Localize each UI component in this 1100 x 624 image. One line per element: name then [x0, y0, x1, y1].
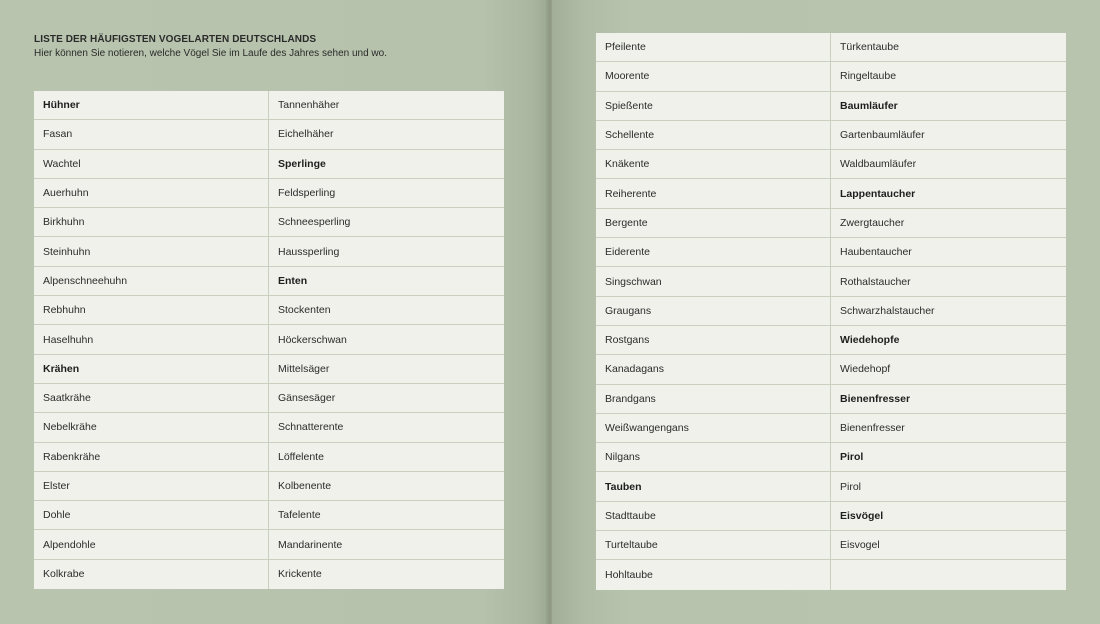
table-row	[34, 413, 504, 442]
bird-group-heading: Bienenfresser	[840, 392, 911, 405]
table-row	[596, 560, 1066, 589]
table-row	[34, 384, 504, 413]
table-row	[596, 62, 1066, 91]
table-row	[596, 414, 1066, 443]
bird-name-cell: Tannenhäher	[278, 99, 340, 112]
table-row	[34, 530, 504, 559]
table-row	[34, 150, 504, 179]
bird-name-cell: Alpendohle	[34, 530, 269, 558]
bird-group-heading: Sperlinge	[278, 157, 326, 170]
table-row	[34, 296, 504, 325]
table-row	[596, 33, 1066, 62]
bird-group-heading: Pirol	[840, 451, 864, 464]
bird-name-cell: Kanadagans	[596, 355, 831, 383]
bird-name-cell: Haussperling	[278, 245, 340, 258]
table-row	[596, 238, 1066, 267]
bird-name-cell: Eichelhäher	[278, 128, 334, 141]
list-heading: LISTE DER HÄUFIGSTEN VOGELARTEN DEUTSCHLANDS	[34, 34, 317, 45]
table-row	[34, 355, 504, 384]
bird-name-cell: Höckerschwan	[278, 333, 347, 346]
table-row	[596, 267, 1066, 296]
bird-group-heading: Hühner	[34, 91, 269, 119]
bird-group-heading: Tauben	[596, 472, 831, 500]
bird-name-cell: Waldbaumläufer	[840, 158, 917, 171]
table-row	[34, 208, 504, 237]
table-row	[596, 209, 1066, 238]
bird-name-cell: Bienenfresser	[840, 422, 905, 434]
bird-name-cell: Kolkrabe	[34, 560, 269, 589]
bird-name-cell: Gänsesäger	[278, 392, 336, 405]
table-row	[34, 560, 504, 589]
bird-name-cell: Alpenschneehuhn	[34, 267, 269, 295]
bird-group-heading: Eisvögel	[840, 509, 884, 522]
bird-name-cell: Saatkrähe	[34, 384, 269, 412]
bird-name-cell: Tafelente	[278, 509, 321, 522]
bird-name-cell: Zwergtaucher	[840, 216, 905, 229]
table-row	[596, 297, 1066, 326]
bird-group-heading: Enten	[278, 274, 308, 287]
bird-group-heading: Wiedehopfe	[840, 334, 900, 347]
bird-name-cell: Schwarzhalstaucher	[840, 304, 935, 317]
bird-name-cell: Mandarinente	[278, 538, 343, 551]
bird-name-cell: Löffelente	[278, 450, 324, 463]
bird-name-cell: Mittelsäger	[278, 362, 330, 375]
bird-name-cell: Fasan	[34, 120, 269, 148]
bird-name-cell: Rebhuhn	[34, 296, 269, 324]
bird-name-cell: Bergente	[596, 209, 831, 237]
bird-name-cell: Elster	[34, 472, 269, 500]
bird-table-left	[34, 91, 504, 589]
table-row	[34, 179, 504, 208]
bird-name-cell: Singschwan	[596, 267, 831, 295]
table-row	[34, 267, 504, 296]
bird-table-right	[596, 33, 1066, 590]
bird-name-cell: Türkentaube	[840, 41, 899, 54]
bird-group-heading: Krähen	[34, 355, 269, 383]
bird-name-cell: Rostgans	[596, 326, 831, 354]
bird-name-cell: Brandgans	[596, 385, 831, 413]
bird-name-cell: Moorente	[596, 62, 831, 90]
table-row	[596, 531, 1066, 560]
table-row	[596, 472, 1066, 501]
table-row	[34, 501, 504, 530]
bird-name-cell: Reiherente	[596, 179, 831, 207]
bird-name-cell: Kolbenente	[278, 480, 332, 492]
bird-name-cell: Stadttaube	[596, 502, 831, 530]
table-row	[596, 92, 1066, 121]
table-row	[34, 443, 504, 472]
bird-name-cell: Eiderente	[596, 238, 831, 266]
list-subheading: Hier können Sie notieren, welche Vögel Sie im Laufe des Jahres sehen und wo.	[34, 48, 387, 59]
table-row	[34, 325, 504, 354]
bird-name-cell: Wiedehopf	[840, 363, 891, 376]
bird-name-cell: Nebelkrähe	[34, 413, 269, 441]
bird-name-cell: Weißwangengans	[596, 414, 831, 442]
bird-name-cell: Haselhuhn	[34, 325, 269, 353]
table-row	[596, 502, 1066, 531]
bird-name-cell: Turteltaube	[596, 531, 831, 559]
bird-name-cell: Wachtel	[34, 150, 269, 178]
bird-name-cell: Rabenkrähe	[34, 443, 269, 471]
bird-name-cell: Pfeilente	[596, 33, 831, 61]
table-row	[34, 237, 504, 266]
table-row	[34, 120, 504, 149]
bird-name-cell: Spießente	[596, 92, 831, 120]
bird-name-cell: Birkhuhn	[34, 208, 269, 236]
bird-name-cell: Knäkente	[596, 150, 831, 178]
table-row	[596, 121, 1066, 150]
bird-name-cell: Hohltaube	[596, 560, 831, 589]
table-row	[34, 91, 504, 120]
table-row	[596, 443, 1066, 472]
bird-name-cell: Pirol	[840, 480, 862, 493]
table-row	[596, 385, 1066, 414]
bird-name-cell	[831, 560, 1066, 589]
table-row	[34, 472, 504, 501]
table-row	[596, 179, 1066, 208]
bird-name-cell: Schneesperling	[278, 216, 351, 229]
table-row	[596, 355, 1066, 384]
bird-name-cell: Steinhuhn	[34, 237, 269, 265]
bird-name-cell: Schnatterente	[278, 421, 344, 434]
bird-name-cell: Rothalstaucher	[840, 275, 911, 288]
bird-name-cell: Nilgans	[596, 443, 831, 471]
bird-name-cell: Stockenten	[278, 304, 331, 317]
bird-group-heading: Lappentaucher	[840, 187, 916, 200]
bird-name-cell: Dohle	[34, 501, 269, 529]
table-row	[596, 326, 1066, 355]
bird-name-cell: Gartenbaumläufer	[840, 129, 925, 142]
bird-name-cell: Krickente	[278, 568, 322, 581]
table-row	[596, 150, 1066, 179]
bird-group-heading: Baumläufer	[840, 99, 898, 112]
bird-name-cell: Ringeltaube	[840, 70, 897, 83]
bird-name-cell: Haubentaucher	[840, 246, 912, 259]
bird-name-cell: Schellente	[596, 121, 831, 149]
bird-name-cell: Eisvogel	[840, 539, 880, 552]
bird-name-cell: Graugans	[596, 297, 831, 325]
bird-name-cell: Auerhuhn	[34, 179, 269, 207]
bird-name-cell: Feldsperling	[278, 187, 336, 200]
